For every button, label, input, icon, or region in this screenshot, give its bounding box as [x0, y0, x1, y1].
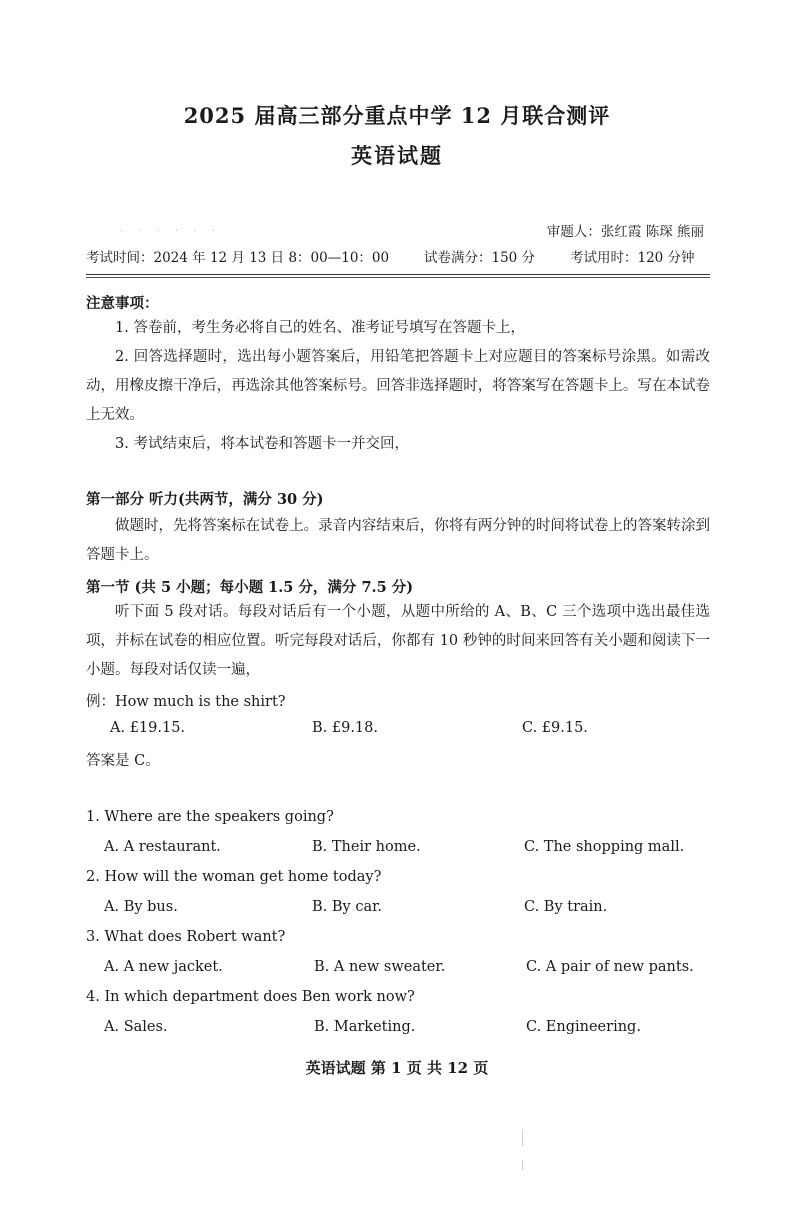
- section1-instruction: 听下面 5 段对话。每段对话后有一个小题，从题中所给的 A、B、C 三个选项中选出最佳选项，并标在试卷的相应位置。听完每段对话后，你都有 10 秒钟的时间来回答有关小题和阅读下一小题。每段对话仅读一遍，: [86, 604, 710, 678]
- example-question: 例：How much is the shirt?: [86, 694, 286, 710]
- question-4: 4. In which department does Ben work now?: [86, 989, 415, 1005]
- question-2: 2. How will the woman get home today?: [86, 869, 382, 885]
- question-3: 3. What does Robert want?: [86, 929, 286, 945]
- header-rule: [86, 274, 710, 275]
- part1-heading: 第一部分 听力(共两节，满分 30 分): [86, 491, 324, 508]
- q3-option-c: C. A pair of new pants.: [526, 959, 694, 975]
- example-option-c: C. £9.15.: [522, 720, 588, 736]
- example-option-a: A. £19.15.: [110, 720, 186, 736]
- full-score: 试卷满分：150 分: [424, 250, 536, 266]
- q3-option-a: A. A new jacket.: [104, 959, 223, 975]
- notice-item-1: 1. 答卷前，考生务必将自己的姓名、准考证号填写在答题卡上，: [115, 320, 525, 336]
- exam-subtitle: 英语试题: [351, 143, 443, 168]
- example-option-b: B. £9.18.: [312, 720, 378, 736]
- page-footer: 英语试题 第 1 页 共 12 页: [305, 1059, 489, 1077]
- q4-option-a: A. Sales.: [104, 1019, 168, 1035]
- q1-option-a: A. A restaurant.: [104, 839, 221, 855]
- q2-option-c: C. By train.: [524, 899, 608, 915]
- exam-time: 考试时间：2024 年 12 月 13 日 8：00—10：00: [86, 250, 390, 266]
- q3-option-b: B. A new sweater.: [314, 959, 446, 975]
- exam-title: 2025 届高三部分重点中学 12 月联合测评: [183, 103, 611, 128]
- notice-heading: 注意事项：: [86, 295, 159, 312]
- scan-mark: [522, 1160, 523, 1170]
- faint-marks: · · · · · ·: [120, 226, 221, 237]
- question-1: 1. Where are the speakers going?: [86, 809, 334, 825]
- part1-instruction: 做题时，先将答案标在试卷上。录音内容结束后，你将有两分钟的时间将试卷上的答案转涂到答题卡上。: [86, 518, 710, 563]
- q4-option-c: C. Engineering.: [526, 1019, 641, 1035]
- exam-duration: 考试用时：120 分钟: [570, 250, 695, 266]
- q2-option-a: A. By bus.: [104, 899, 178, 915]
- notice-item-3: 3. 考试结束后，将本试卷和答题卡一并交回，: [115, 436, 409, 452]
- scan-mark: [522, 1130, 523, 1146]
- header-rule-thin: [86, 277, 710, 278]
- notice-item-2: 2. 回答选择题时，选出每小题答案后，用铅笔把答题卡上对应题目的答案标号涂黑。如需改动，用橡皮擦干净后，再选涂其他答案标号。回答非选择题时，将答案写在答题卡上。写在本试卷上无效。: [86, 349, 710, 423]
- q1-option-c: C. The shopping mall.: [524, 839, 685, 855]
- section1-heading: 第一节 (共 5 小题；每小题 1.5 分，满分 7.5 分): [86, 579, 414, 596]
- q2-option-b: B. By car.: [312, 899, 383, 915]
- reviewers: 审题人：张红霞 陈琛 熊丽: [546, 224, 704, 240]
- q4-option-b: B. Marketing.: [314, 1019, 416, 1035]
- q1-option-b: B. Their home.: [312, 839, 421, 855]
- example-answer: 答案是 C。: [86, 753, 160, 769]
